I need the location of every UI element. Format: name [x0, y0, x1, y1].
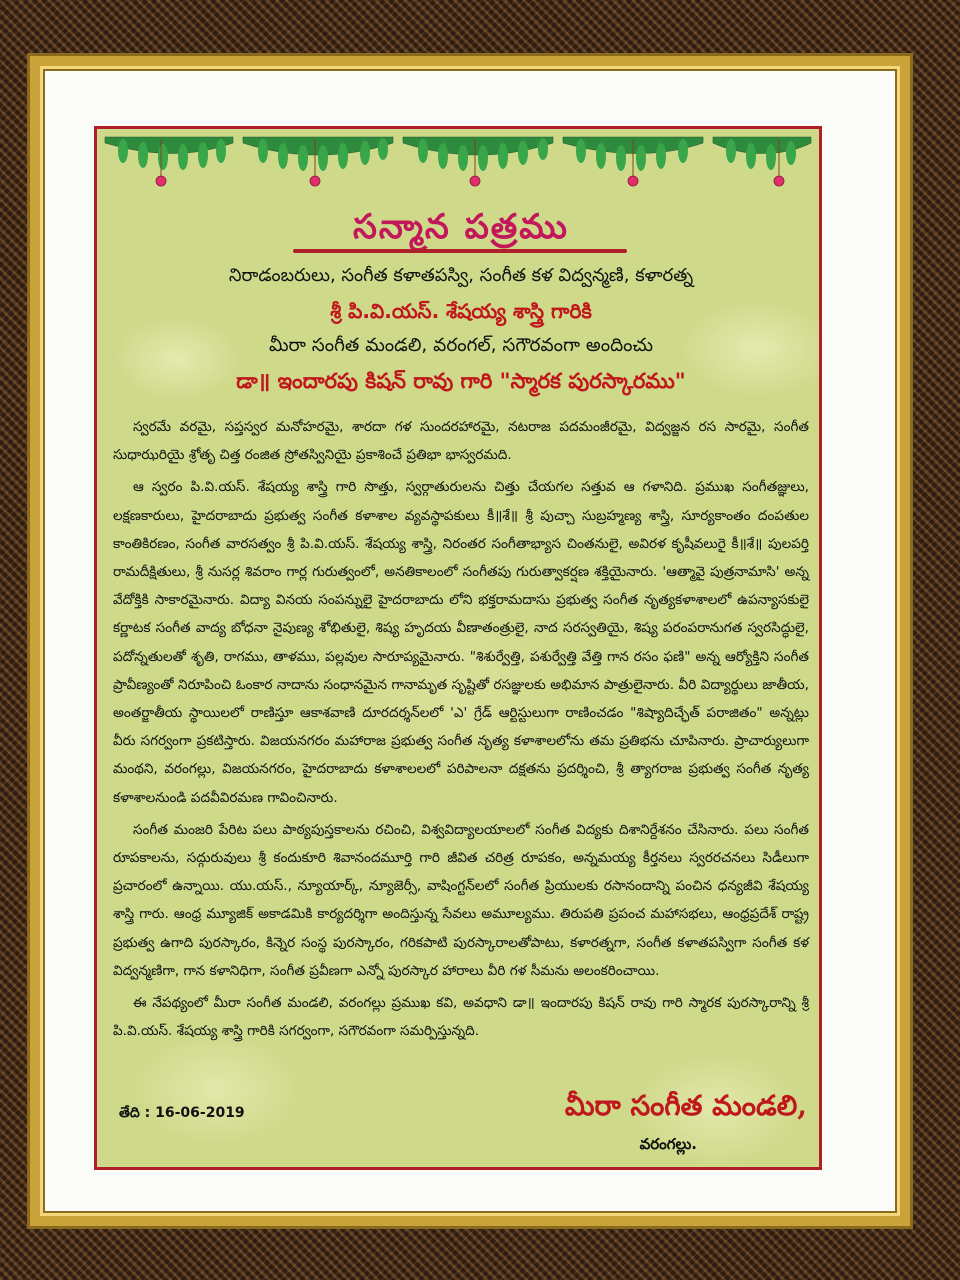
mango-leaf-garland-icon [103, 129, 813, 199]
citation-paragraph: ఆ స్వరం పి.వి.యస్. శేషయ్య శాస్త్రి గారి సొత్తు, స్వర్గాతురులను చిత్తు చేయగల సత్తువ ఆ గళానిది. ప్రముఖ సంగీతజ్ఞులు, లక్షణకారులు, హైదరాబాదు ప్రభుత్వ సంగీత కళాశాల వ్యవస్థాపకులు కీ॥శే॥ శ్రీ పుచ్చా సుబ్రహ్మణ్య శాస్త్రి, సూర్యకాంతం దంపతుల కాంతికిరణం, సంగీత వారసత్వం శ్రీ పి.వి.యస్. శేషయ్య శాస్త్రి, నిరంతర సంగీతాభ్యాస చింతనులై, అవిరళ కృషీవలురై కీ॥శే॥ పులపర్తి రామదీక్షితులు, శ్రీ నుసర్ల శివరాం గార్ల గురుత్వంలో, అనతికాలంలో సంగీతపు గురుత్వాకర్షణ శక్తియైనారు. 'ఆత్మావై పుత్రనామాసి' అన్న వేదోక్తికి సాకారమైనారు. విద్యా వినయ సంపన్నులై హైదరాబాదు లోని భక్తరామదాసు ప్రభుత్వ సంగీత నృత్యకళాశాలలో ఉపన్యాసకులై కర్ణాటక సంగీత వాద్య బోధనా నైపుణ్య శోభితులై, శిష్య హృదయ వీణాతంత్రులై, నాద సరస్వతియై, శిష్య పరంపరానుగత స్వరసిద్ధులై, పదోన్నతులతో శృతి, రాగము, తాళము, పల్లవుల సారూప్యమైనారు. "శిశుర్వేత్తి, పశుర్వేత్తి వేత్తి గాన రసం ఫణి" అన్న ఆర్యోక్తిని సంగీత ప్రావీణ్యంతో నిరూపించి ఓంకార నాదాను సంధానమైన గానామృత సృష్టితో రసజ్ఞులకు అభిమాన పాత్రులైనారు. వీరి విద్యార్థులు జాతీయ, అంతర్జాతీయ స్థాయిలలో రాణిస్తూ ఆకాశవాణి దూరదర్శన్‌లలో 'ఎ' గ్రేడ్ ఆర్టిస్టులుగా రాణించడం "శిష్యాదిచ్ఛేత్ పరాజితం" అన్నట్లు వీరు సగర్వంగా ప్రకటిస్తారు. విజయనగరం మహారాజ ప్రభుత్వ సంగీత నృత్య కళాశాలలోను తమ ప్రతిభను చూపినారు. ప్రాచార్యులుగా మంథని, వరంగల్లు, విజయనగరం, హైదరాబాదు కళాశాలలలో పరిపాలనా దక్షతను ప్రదర్శించి, శ్రీ త్యాగరాజ ప్రభుత్వ సంగీత నృత్య కళాశాలనుండి పదవీవిరమణ గావించినారు. [113, 479, 809, 806]
certificate-date: తేది : 16-06-2019 [119, 1105, 245, 1121]
citation-body [113, 413, 809, 1049]
signature-organization: మీరా సంగీత మండలి, [564, 1089, 807, 1122]
certificate [94, 126, 822, 1170]
honorific-titles: నిరాడంబరులు, సంగీత కళాతపస్వి, సంగీత కళ విద్వన్మణి, కళారత్న [228, 265, 694, 286]
presenting-organization: మీరా సంగీత మండలి, వరంగల్, సగౌరవంగా అందించు [268, 335, 654, 356]
recipient-name: శ్రీ పి.వి.యస్. శేషయ్య శాస్త్రి గారికి [330, 299, 592, 323]
signature-place: వరంగల్లు. [639, 1135, 697, 1153]
title-underline [293, 249, 627, 253]
award-name: డా॥ ఇందారపు కిషన్ రావు గారి "స్మారక పురస్కారము" [236, 369, 686, 393]
citation-paragraph: స్వరమే వరమై, సప్తస్వర మనోహరమై, శారదా గళ సుందరహారమై, నటరాజ పదమంజీరమై, విద్వజ్జన రస సారమై, సంగీత సుధాఝరియై శ్రోతృ చిత్త రంజిత స్రోతస్వినియై ప్రకాశించే ప్రతిభా భాస్వరమది. [113, 419, 809, 464]
citation-paragraph: సంగీత మంజరి పేరిట పలు పాఠ్యపుస్తకాలను రచించి, విశ్వవిద్యాలయాలలో సంగీత విద్యకు దిశానిర్దేశనం చేసినారు. పలు సంగీత రూపకాలను, సద్గురువులు శ్రీ కందుకూరి శివానందమూర్తి గారి జీవిత చరిత్ర రూపకం, అన్నమయ్య కీర్తనలు స్వరరచనలు సిడీలుగా ప్రచారంలో ఉన్నాయి. యు.యస్., న్యూయార్క్, న్యూజెర్సీ, వాషింగ్టన్‌లలో సంగీత ప్రియులకు రసానందాన్ని పంచిన ధన్యజీవి శేషయ్య శాస్త్రి గారు. ఆంధ్ర మ్యూజిక్ అకాడమికి కార్యదర్శిగా అందిస్తున్న సేవలు అమూల్యము. తిరుపతి ప్రపంచ మహాసభలు, ఆంధ్రప్రదేశ్ రాష్ట్ర ప్రభుత్వ ఉగాది పురస్కారం, కిన్నెర సంస్థ పురస్కారం, గరికపాటి పురస్కారాలతోపాటు, కళారత్నగా, సంగీత కళాతపస్విగా సంగీత కళ విద్వన్మణిగా, గాన కళానిధిగా, సంగీత ప్రవీణగా ఎన్నో పురస్కార హారాలు వీరి గళ సీమను అలంకరించాయి. [113, 821, 809, 979]
citation-paragraph: ఈ నేపథ్యంలో మీరా సంగీత మండలి, వరంగల్లు ప్రముఖ కవి, అవధాని డా॥ ఇందారపు కిషన్ రావు గారి స్మారక పురస్కారాన్ని శ్రీ పి.వి.యస్. శేషయ్య శాస్త్రి గారికి సగర్వంగా, సగౌరవంగా సమర్పిస్తున్నది. [113, 995, 809, 1040]
certificate-title: సన్మాన పత్రము [353, 207, 569, 247]
